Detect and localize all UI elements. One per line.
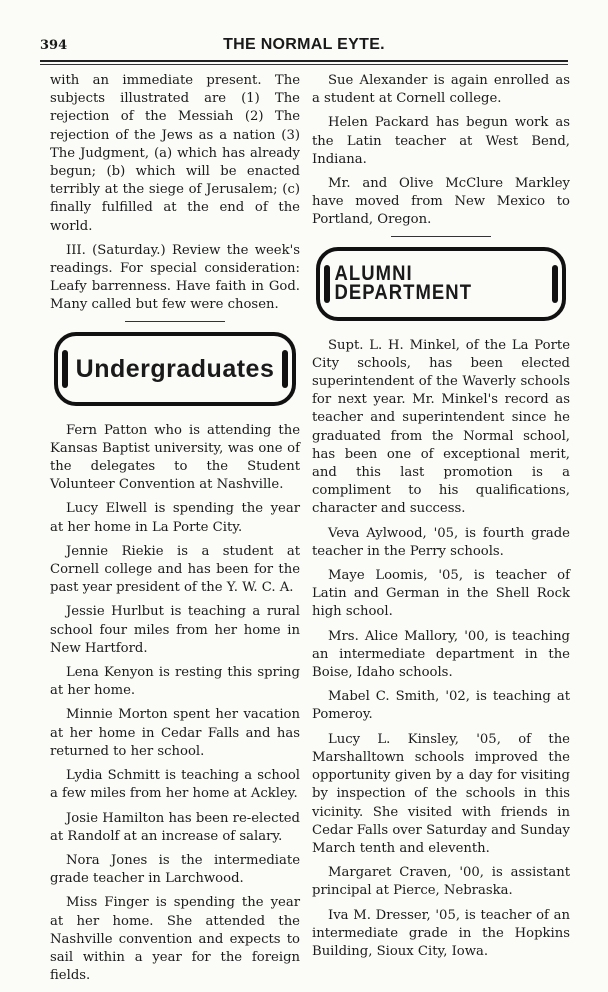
news-item: Margaret Craven, '00, is assistant principal at Pierce, Nebraska.	[312, 865, 570, 899]
news-item: Veva Aylwood, '05, is fourth grade teacher in the Perry schools.	[312, 525, 570, 559]
news-item: Lydia Schmitt is teaching a school a few miles from her home at Ackley.	[50, 768, 300, 802]
news-item: Mr. and Olive McClure Markley have moved from New Mexico to Portland, Oregon.	[312, 176, 570, 228]
news-item: Jessie Hurlbut is teaching a rural school four miles from her home in New Hartford.	[50, 604, 300, 656]
news-item: Minnie Morton spent her vacation at her home in Cedar Falls and has returned to her school.	[50, 707, 300, 759]
news-item: Mabel C. Smith, '02, is teaching at Pomeroy.	[312, 689, 570, 723]
news-item: Mrs. Alice Mallory, '00, is teaching an intermediate department in the Boise, Idaho schools.	[312, 628, 570, 681]
news-item: Fern Patton who is attending the Kansas Baptist university, was one of the delegates to the Student Volunteer Convention at Nashville.	[50, 422, 300, 493]
journal-title: THE NORMAL EYTE.	[223, 36, 385, 53]
section-heading-text: ALUMNI DEPARTMENT	[334, 262, 473, 304]
alumni-department-heading	[316, 247, 566, 321]
news-item: Sue Alexander is again enrolled as a student at Cornell college.	[312, 73, 570, 107]
section-heading-text: Undergraduates	[75, 354, 275, 383]
news-item: Josie Hamilton has been re-elected at Randolf at an increase of salary.	[50, 810, 300, 844]
news-item: Jennie Riekie is a student at Cornell college and has been for the past year president of the Y. W. C. A.	[50, 543, 300, 596]
article-paragraph: with an immediate present. The subjects illustrated are (1) The rejection of the Messiah (2) The rejection of the Jews as a nation (3) The Judgment, (a) which has already begun; (b) which will be enacted terribly at the siege of Jerusalem; (c) finally fulfilled at the end of the world.	[50, 73, 300, 234]
news-item: Lucy L. Kinsley, '05, of the Marshalltown schools improved the opportunity given by a day for visiting by inspection of the schools in this vicinity. She visited with friends in Cedar Falls over Saturday and Sunday March tenth and eleventh.	[312, 731, 570, 856]
news-item: Nora Jones is the intermediate grade teacher in Larchwood.	[50, 852, 300, 887]
article-paragraph: III. (Saturday.) Review the week's readings. For special consideration: Leafy barrenness. Have faith in God. Many called but few were chosen.	[50, 242, 300, 313]
section-divider	[391, 236, 491, 237]
news-item: Maye Loomis, '05, is teacher of Latin and German in the Shell Rock high school.	[312, 568, 570, 620]
news-item: Lena Kenyon is resting this spring at her home.	[50, 665, 300, 699]
page-number: 394	[40, 38, 68, 53]
header-rule-thin	[40, 64, 568, 65]
left-column	[50, 72, 300, 991]
news-item: Iva M. Dresser, '05, is teacher of an intermediate grade in the Hopkins Building, Sioux City, Iowa.	[312, 907, 570, 959]
right-column	[312, 72, 570, 967]
news-item: Lucy Elwell is spending the year at her home in La Porte City.	[50, 501, 300, 535]
news-item: Supt. L. H. Minkel, of the La Porte City schools, has been elected superintendent of the Waverly schools for next year. Mr. Minkel's record as teacher and superintendent since he graduated from the Normal school, has been one of exceptional merit, and this last promotion is a compliment to his qualifications, character and success.	[312, 337, 570, 517]
news-item: Helen Packard has begun work as the Latin teacher at West Bend, Indiana.	[312, 115, 570, 167]
header-rule	[40, 60, 568, 62]
undergraduates-heading	[54, 332, 296, 406]
news-item: Miss Finger is spending the year at her home. She attended the Nashville convention and expects to sail within a year for the foreign fields.	[50, 895, 300, 984]
section-divider	[125, 321, 225, 322]
